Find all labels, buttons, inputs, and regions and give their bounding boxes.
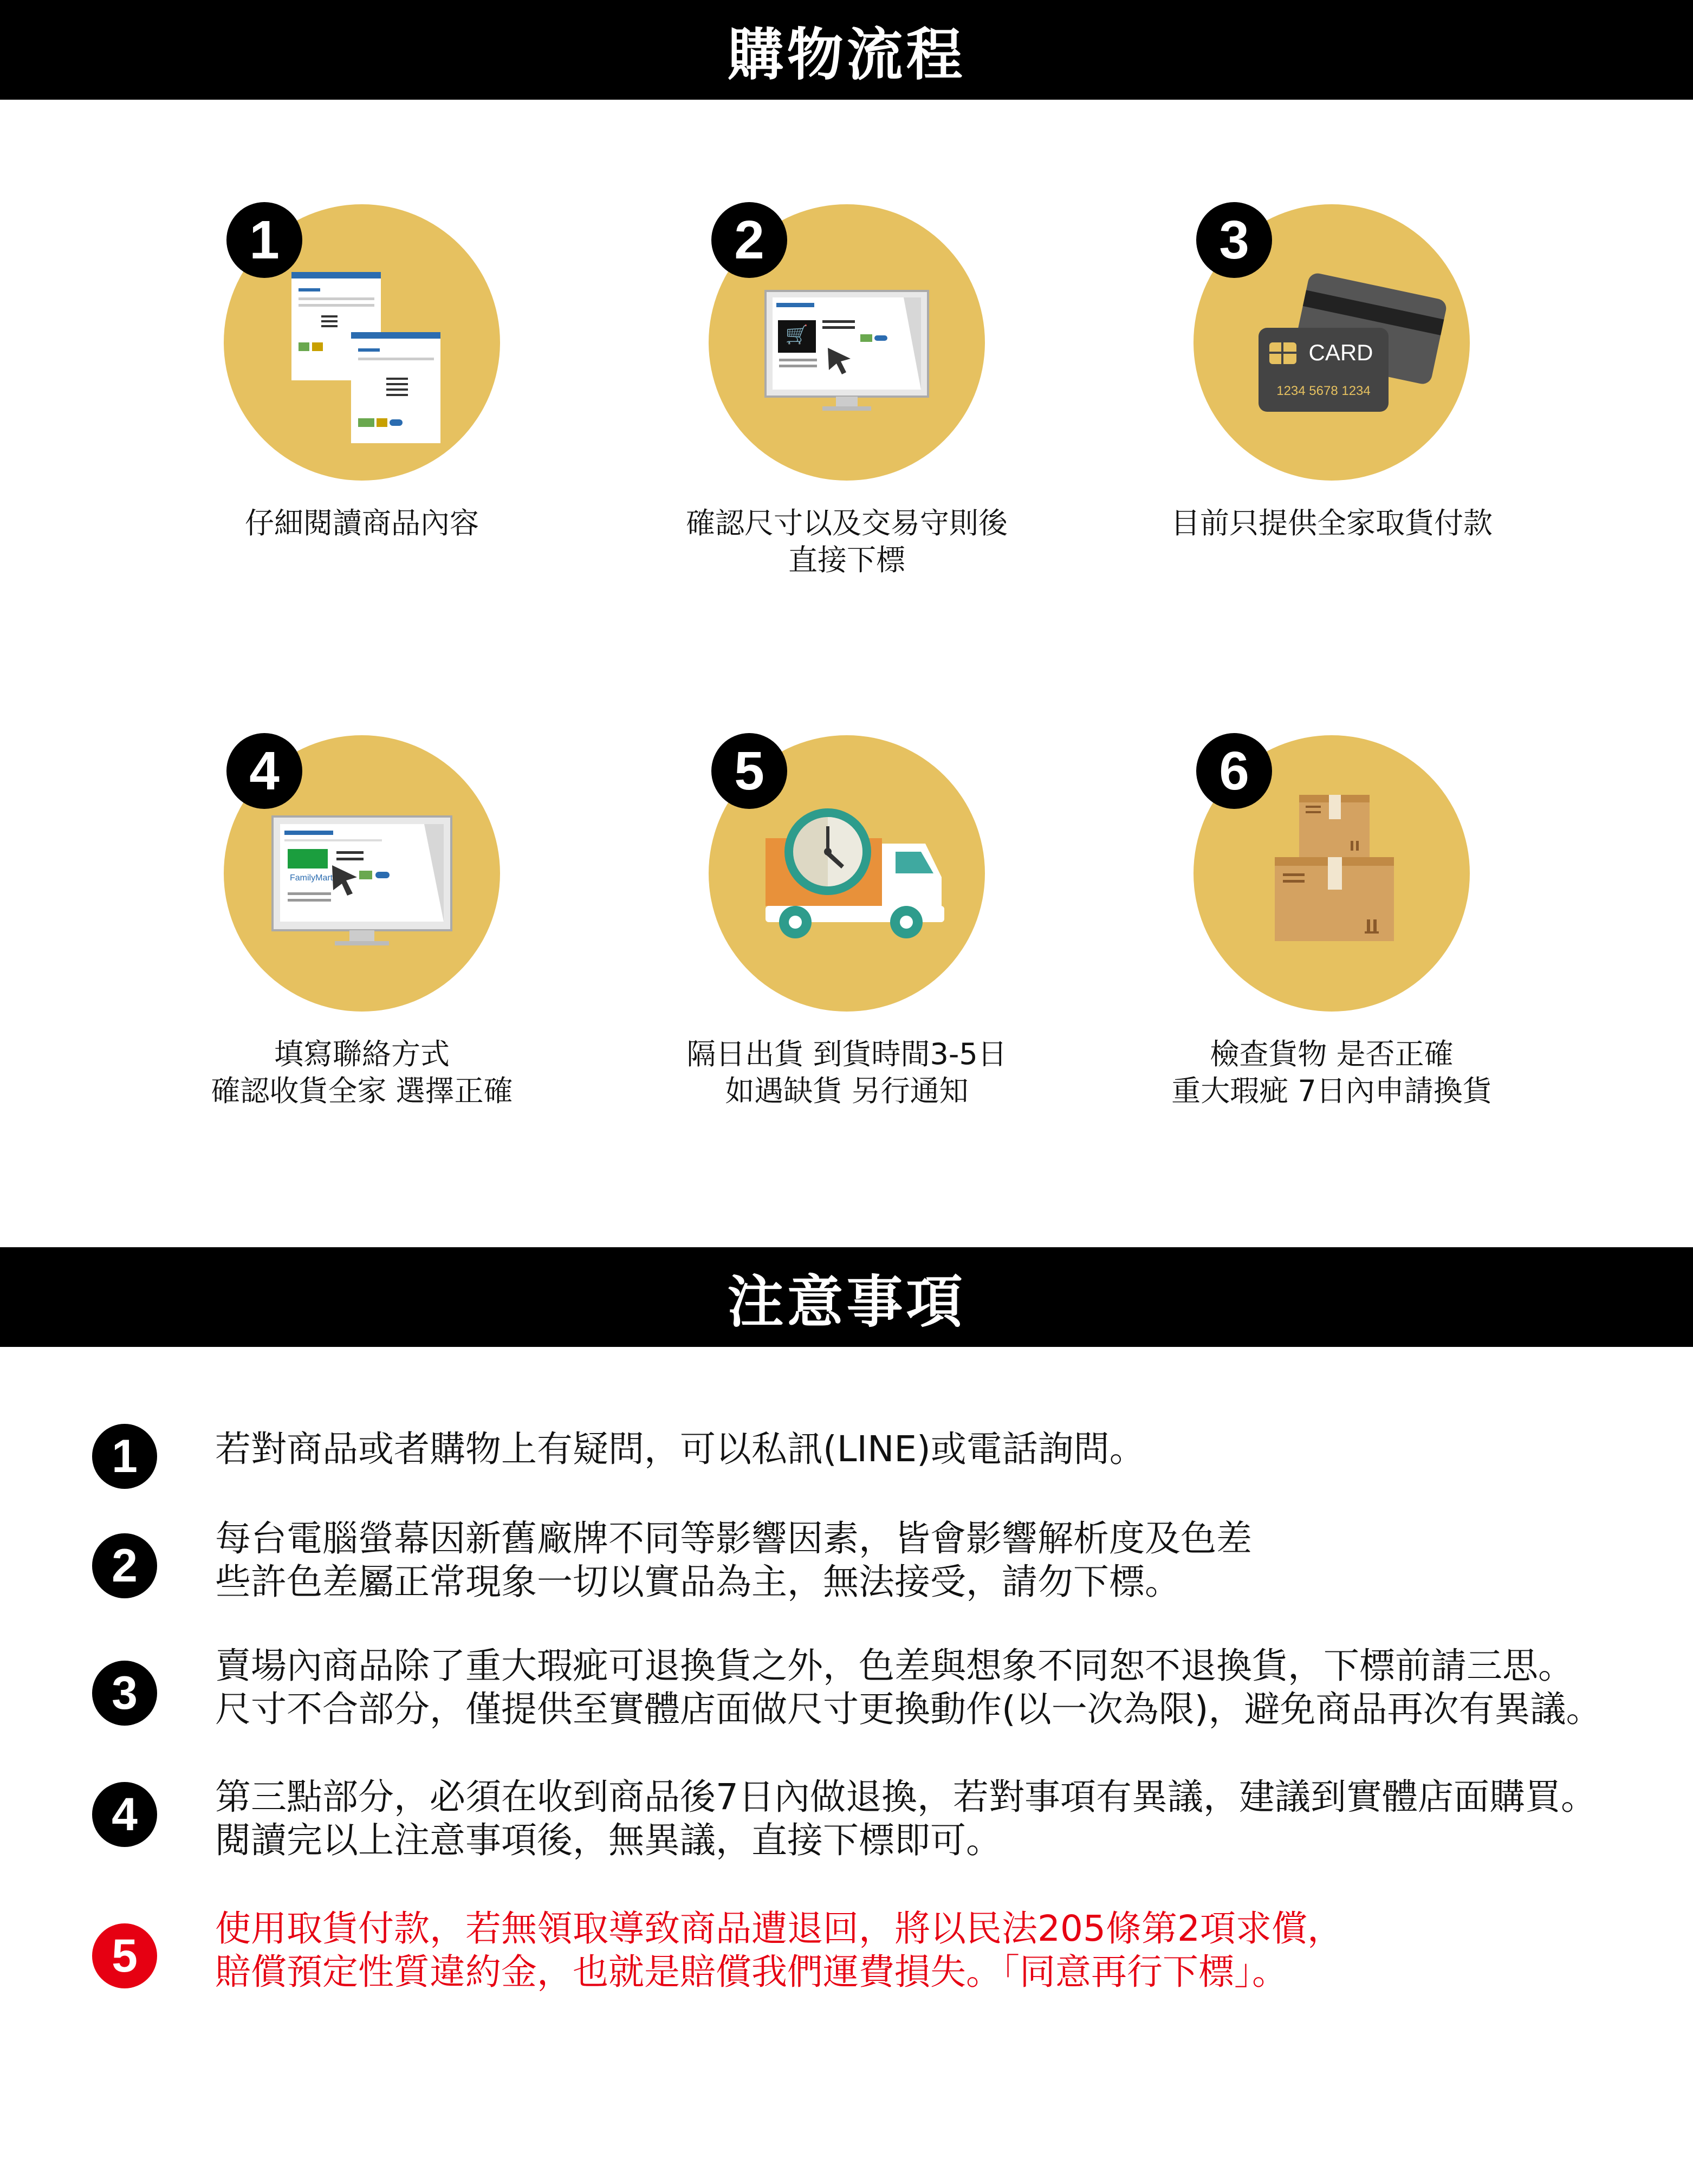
step-number-badge: 4: [226, 733, 302, 809]
notes-header: [0, 1247, 1693, 1347]
step-1: [118, 204, 606, 692]
step-number-badge: 6: [1196, 733, 1272, 809]
step-number-badge: 1: [226, 202, 302, 278]
note-text-line: 每台電腦螢幕因新舊廠牌不同等影響因素，皆會影響解析度及色差: [215, 1518, 1252, 1559]
card-number: 1234 5678 1234: [1276, 384, 1371, 398]
step-caption-line: 確認尺寸以及交易守則後: [686, 506, 1008, 540]
note-number-badge: 5: [92, 1923, 157, 1988]
note-number-badge: 2: [92, 1533, 157, 1598]
step-caption: [1088, 505, 1575, 542]
store-label: FamilyMart: [290, 873, 333, 883]
note-text-line: 若對商品或者購物上有疑問，可以私訊(LINE)或電話詢問。: [215, 1428, 1145, 1470]
svg-text:🛒: 🛒: [785, 324, 809, 346]
process-header: [0, 0, 1693, 100]
note-number-badge: 3: [92, 1661, 157, 1726]
step-caption: [1088, 1036, 1575, 1110]
notes-title: 注意事項: [727, 1269, 966, 1335]
step-caption-line: 填寫聯絡方式: [274, 1037, 450, 1071]
note-text-line: 閱讀完以上注意事項後，無異議，直接下標即可。: [215, 1819, 1002, 1861]
step-4: [118, 735, 606, 1223]
note-text-line: 第三點部分，必須在收到商品後7日內做退換，若對事項有異議，建議到實體店面購買。: [215, 1776, 1597, 1818]
step-5: [603, 735, 1091, 1223]
step-caption-line: 重大瑕疵 7日內申請換貨: [1171, 1074, 1492, 1108]
note-text-line: 尺寸不合部分，僅提供至實體店面做尺寸更換動作(以一次為限)，避免商品再次有異議。: [215, 1688, 1602, 1730]
step-caption: [603, 1036, 1091, 1110]
step-caption-line: 目前只提供全家取貨付款: [1171, 506, 1493, 540]
card-label: CARD: [1308, 340, 1373, 365]
note-text: [215, 1644, 1602, 1731]
step-6: [1088, 735, 1575, 1223]
note-text-line: 賣場內商品除了重大瑕疵可退換貨之外，色差與想象不同恕不退換貨，下標前請三思。: [215, 1645, 1574, 1687]
step-2: [603, 204, 1091, 692]
step-caption-line: 仔細閱讀商品內容: [245, 506, 479, 540]
note-text: [215, 1517, 1252, 1604]
step-number-badge: 5: [711, 733, 787, 809]
note-text-line: 賠償預定性質違約金，也就是賠償我們運費損失。「同意再行下標」。: [215, 1951, 1288, 1993]
step-number-badge: 3: [1196, 202, 1272, 278]
note-text-line: 使用取貨付款，若無領取導致商品遭退回，將以民法205條第2項求償，: [215, 1908, 1343, 1949]
note-text: [215, 1428, 1145, 1471]
note-text: [215, 1907, 1343, 1994]
step-caption-line: 如遇缺貨 另行通知: [725, 1074, 969, 1108]
step-caption: [118, 505, 606, 542]
step-number-badge: 2: [711, 202, 787, 278]
step-caption-line: 隔日出貨 到貨時間3-5日: [686, 1037, 1007, 1071]
step-3: [1088, 204, 1575, 692]
step-caption-line: 檢查貨物 是否正確: [1210, 1037, 1454, 1071]
process-title: 購物流程: [727, 22, 966, 88]
step-caption: [118, 1036, 606, 1110]
note-number-badge: 4: [92, 1782, 157, 1847]
step-caption-line: 直接下標: [788, 543, 905, 577]
note-number-badge: 1: [92, 1424, 157, 1489]
step-caption: [603, 505, 1091, 579]
note-text-line: 些許色差屬正常現象一切以實品為主，無法接受，請勿下標。: [215, 1561, 1180, 1603]
step-caption-line: 確認收貨全家 選擇正確: [211, 1074, 513, 1108]
note-text: [215, 1775, 1597, 1862]
